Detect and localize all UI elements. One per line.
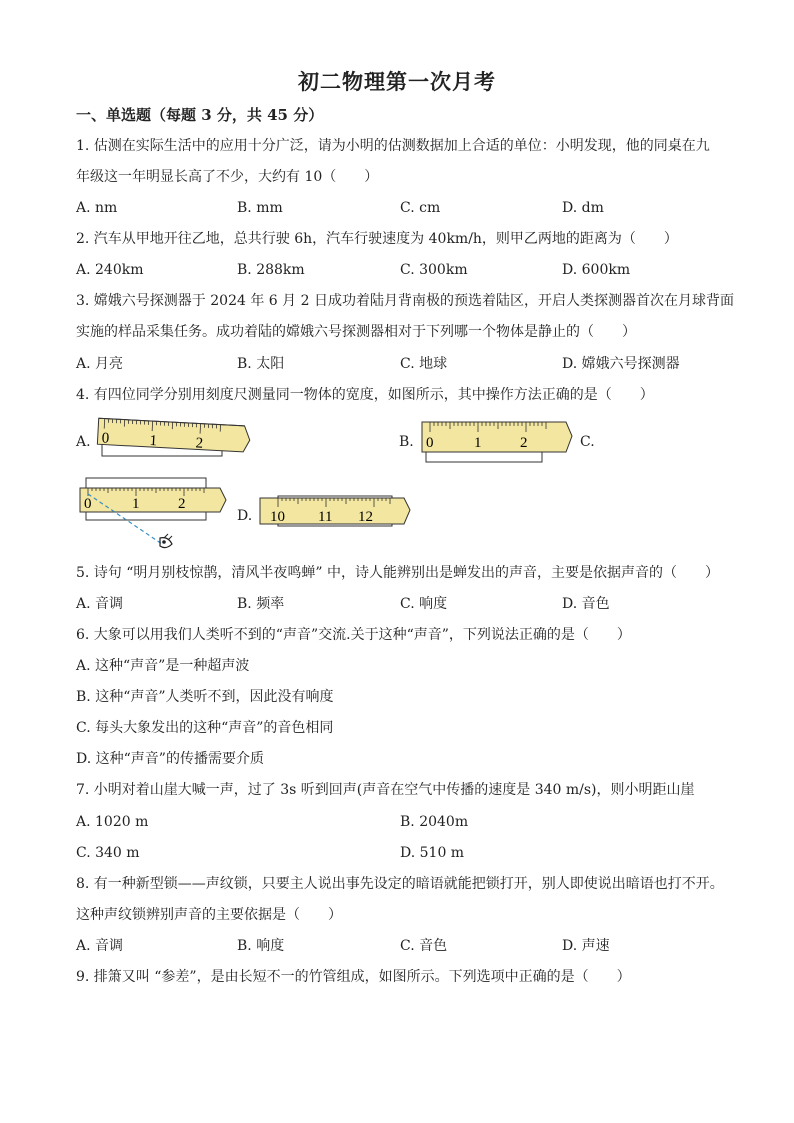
- q4-option-c[interactable]: C.: [580, 434, 595, 450]
- ruler-d-tick-11: 11: [318, 509, 333, 525]
- ruler-a-tick-2: 2: [195, 435, 204, 452]
- question-1-text-cont: 年级这一年明显长高了不少，大约有 10（ ）: [76, 169, 379, 185]
- ruler-d-tick-12: 12: [358, 509, 373, 525]
- ruler-d-tick-10: 10: [270, 509, 285, 525]
- q8-option-c[interactable]: C. 音色: [400, 938, 448, 954]
- ruler-b-figure: [418, 418, 578, 466]
- q5-option-a[interactable]: A. 音调: [76, 596, 124, 612]
- ruler-a-figure: [92, 414, 252, 464]
- ruler-b-tick-2: 2: [520, 435, 528, 451]
- question-2-text: 2. 汽车从甲地开往乙地，总共行驶 6h，汽车行驶速度为 40km/h，则甲乙两地的距离为（ ）: [76, 231, 678, 247]
- q4-option-d[interactable]: D.: [237, 508, 253, 524]
- q8-option-b[interactable]: B. 响度: [237, 938, 285, 954]
- q3-option-d[interactable]: D. 嫦娥六号探测器: [562, 356, 680, 372]
- q2-option-d[interactable]: D. 600km: [562, 262, 631, 278]
- q5-option-c[interactable]: C. 响度: [400, 596, 448, 612]
- question-4-text: 4. 有四位同学分别用刻度尺测量同一物体的宽度，如图所示，其中操作方法正确的是（ ）: [76, 387, 654, 403]
- question-8-text: 8. 有一种新型锁——声纹锁，只要主人说出事先设定的暗语就能把锁打开，别人即使说出暗语也打不开。: [76, 876, 724, 892]
- ruler-c-tick-0: 0: [84, 496, 92, 512]
- page-title: 初二物理第一次月考: [298, 69, 496, 94]
- ruler-c-tick-1: 1: [132, 496, 140, 512]
- question-9-text: 9. 排箫又叫 “参差”，是由长短不一的竹管组成，如图所示。下列选项中正确的是（ ）: [76, 969, 631, 985]
- q7-option-b[interactable]: B. 2040m: [400, 814, 469, 830]
- question-1-text: 1. 估测在实际生活中的应用十分广泛，请为小明的估测数据加上合适的单位：小明发现，他的同桌在九: [76, 138, 710, 154]
- q5-option-b[interactable]: B. 频率: [237, 596, 285, 612]
- q7-option-d[interactable]: D. 510 m: [400, 845, 465, 861]
- q7-option-a[interactable]: A. 1020 m: [76, 814, 149, 830]
- q6-option-b[interactable]: B. 这种“声音”人类听不到，因此没有响度: [76, 689, 334, 705]
- q2-option-b[interactable]: B. 288km: [237, 262, 305, 278]
- question-7-text: 7. 小明对着山崖大喊一声，过了 3s 听到回声(声音在空气中传播的速度是 340 m/s)，则小明距山崖: [76, 782, 695, 798]
- question-5-text: 5. 诗句 “明月别枝惊鹊，清风半夜鸣蝉” 中，诗人能辨别出是蝉发出的声音，主要是依据声音的（ ）: [76, 565, 720, 581]
- ruler-b-tick-0: 0: [426, 435, 434, 451]
- question-3-text-cont: 实施的样品采集任务。成功着陆的嫦娥六号探测器相对于下列哪一个物体是静止的（ ）: [76, 324, 636, 340]
- object-c: [86, 478, 206, 488]
- ruler-c-figure: [76, 472, 236, 554]
- q3-option-c[interactable]: C. 地球: [400, 356, 448, 372]
- q1-option-b[interactable]: B. mm: [237, 200, 283, 216]
- q6-option-d[interactable]: D. 这种“声音”的传播需要介质: [76, 751, 264, 767]
- q1-option-d[interactable]: D. dm: [562, 200, 604, 216]
- question-8-text-cont: 这种声纹锁辨别声音的主要依据是（ ）: [76, 907, 342, 923]
- section-heading: 一、单选题（每题 3 分，共 45 分）: [76, 106, 324, 124]
- ruler-d-figure: [258, 492, 418, 532]
- q2-option-a[interactable]: A. 240km: [76, 262, 144, 278]
- question-3-text: 3. 嫦娥六号探测器于 2024 年 6 月 2 日成功着陆月背南极的预选着陆区，开启人类探测器首次在月球背面: [76, 293, 734, 309]
- eye-icon: [160, 534, 172, 548]
- q6-option-c[interactable]: C. 每头大象发出的这种“声音”的音色相同: [76, 720, 334, 736]
- q1-option-c[interactable]: C. cm: [400, 200, 441, 216]
- q3-option-b[interactable]: B. 太阳: [237, 356, 285, 372]
- question-6-text: 6. 大象可以用我们人类听不到的“声音”交流.关于这种“声音”，下列说法正确的是（ ）: [76, 627, 631, 643]
- q8-option-a[interactable]: A. 音调: [76, 938, 124, 954]
- q3-option-a[interactable]: A. 月亮: [76, 356, 124, 372]
- q6-option-a[interactable]: A. 这种“声音”是一种超声波: [76, 658, 250, 674]
- q5-option-d[interactable]: D. 音色: [562, 596, 610, 612]
- q4-option-b[interactable]: B.: [399, 434, 414, 450]
- q1-option-a[interactable]: A. nm: [76, 200, 118, 216]
- q7-option-c[interactable]: C. 340 m: [76, 845, 140, 861]
- q4-option-a[interactable]: A.: [76, 434, 91, 450]
- ruler-b-tick-1: 1: [474, 435, 482, 451]
- ruler-a-tick-1: 1: [149, 432, 158, 450]
- ruler-a-tick-0: 0: [101, 430, 110, 447]
- q8-option-d[interactable]: D. 声速: [562, 938, 610, 954]
- object-b: [426, 452, 542, 462]
- ruler-c-tick-2: 2: [178, 496, 186, 512]
- q2-option-c[interactable]: C. 300km: [400, 262, 468, 278]
